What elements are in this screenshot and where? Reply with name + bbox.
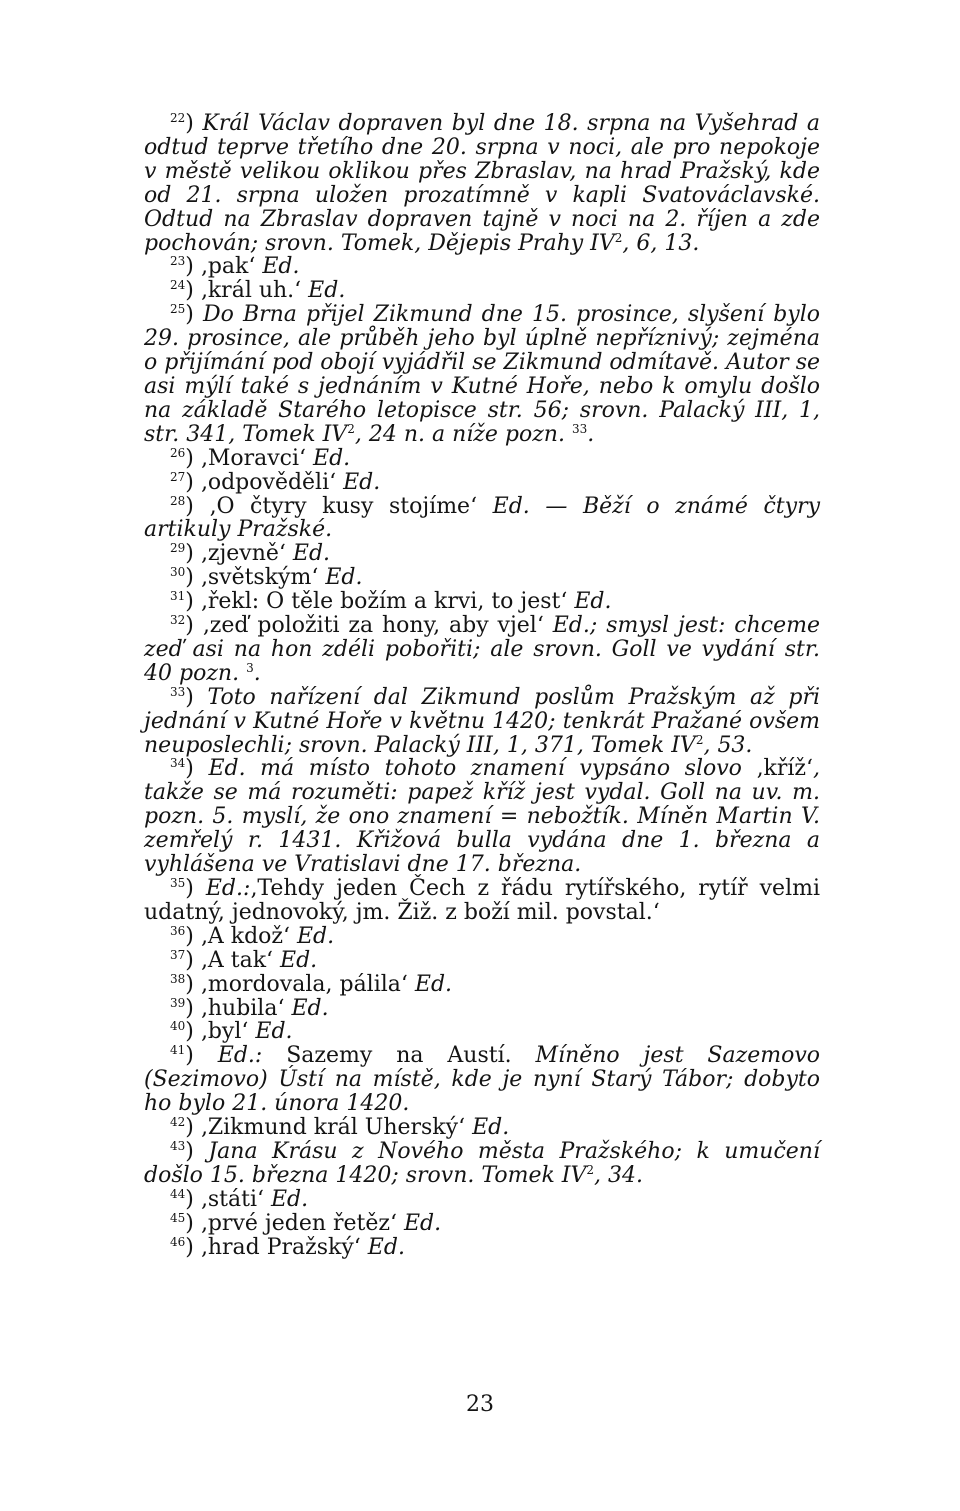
footnote-number: 24: [170, 278, 186, 293]
footnote-25: [144, 303, 820, 446]
italic-text: Ed. — Běží o známé čtyry artikuly Pražské.: [144, 493, 821, 543]
footnote-23: [144, 255, 820, 279]
quoted-text: ‚A kdož‘: [200, 923, 297, 949]
footnote-number: 31: [170, 589, 186, 604]
footnote-22: [144, 112, 820, 255]
quoted-text: ‚Tehdy jeden Čech z řádu rytířského, rytíř velmi udatný, jednovoký, jm. Žiž. z boží mil. povstal.‘: [144, 876, 821, 925]
footnote-number: 27: [170, 469, 186, 484]
quoted-text: ‚pak‘: [200, 254, 263, 280]
quoted-text: ‚mordovala, pálila‘: [200, 971, 415, 997]
footnote-number: 37: [170, 947, 186, 962]
footnote-paren: ): [185, 876, 206, 901]
footnote-paren: ): [185, 1115, 201, 1141]
footnote-number: 46: [170, 1234, 186, 1249]
italic-text: Ed.; smysl jest: chceme zeď asi na hon zdéli pobořiti; ale srovn. Goll ve vydání str. 40 pozn.: [144, 613, 821, 686]
footnotes: [144, 112, 820, 1260]
footnote-paren: ): [185, 445, 201, 471]
quoted-text: ‚A tak‘: [200, 947, 281, 973]
footnote-paren: ): [185, 469, 201, 495]
italic-text: Ed.:: [217, 1043, 287, 1069]
quoted-text: ‚byl‘: [200, 1019, 256, 1045]
footnote-paren: ): [185, 1138, 209, 1164]
footnote-number: 40: [170, 1019, 186, 1034]
italic-text: Ed.: [255, 1019, 293, 1045]
quoted-text: ‚král uh.‘: [200, 278, 309, 304]
footnote-number: 33: [170, 684, 186, 699]
footnote-paren: ): [185, 589, 201, 615]
italic-text: Jana Krásu z Nového města Pražského; k umučení došlo 15. března 1420; srovn. Tomek IV: [144, 1138, 820, 1188]
italic-text: , 34.: [594, 1162, 644, 1188]
footnote-paren: ): [185, 756, 209, 782]
footnote-number: 32: [170, 613, 186, 628]
italic-text: Míněno jest Sazemovo (Sezimovo) Ústí na místě, kde je nyní Starý Tábor; dobyto ho bylo 21. února 1420.: [144, 1043, 821, 1117]
footnote-paren: ): [185, 971, 201, 997]
footnote-39: [144, 997, 820, 1021]
italic-text: Ed.: [308, 278, 346, 304]
superscript: 33: [571, 421, 588, 436]
footnote-44: [144, 1188, 820, 1212]
footnote-paren: ): [185, 493, 210, 519]
footnote-42: [144, 1116, 820, 1140]
quoted-text: ‚zeď položiti za hony, aby vjel‘: [202, 613, 553, 639]
italic-text: Ed.: [574, 589, 612, 615]
footnote-paren: ): [185, 302, 203, 328]
footnote-number: 44: [170, 1186, 186, 1201]
footnote-34: [144, 757, 820, 877]
quoted-text: Sazemy na Austí.: [286, 1043, 536, 1069]
footnote-33: [144, 686, 820, 758]
quoted-text: ‚O čtyry kusy stojíme‘: [209, 493, 493, 519]
footnote-37: [144, 949, 820, 973]
footnote-24: [144, 279, 820, 303]
italic-text: Ed.: [291, 995, 329, 1021]
footnote-number: 42: [170, 1115, 186, 1130]
superscript: 2: [614, 230, 623, 245]
footnote-number: 45: [170, 1210, 186, 1225]
italic-text: Ed.: [313, 445, 351, 471]
footnote-paren: ): [185, 613, 203, 639]
italic-text: Do Brna přijel Zikmund dne 15. prosince, slyšení bylo 29. prosince, ale průběh jeho byl úplně nepříznivý; zejména o přijímání pod obojí vyjádřil se Zikmund odmítavě. Autor se asi mýlí také s jednáním v Kutné Hoře, nebo k omylu došlo na základě Starého letopisce str. 56; srovn. Palacký III, 1, str. 341, Tomek IV: [144, 302, 821, 447]
italic-text: Ed.: [270, 1186, 309, 1212]
footnote-number: 35: [170, 876, 186, 890]
footnote-40: [144, 1020, 820, 1044]
superscript: 2: [347, 421, 355, 436]
footnote-paren: ): [185, 1019, 201, 1045]
quoted-text: ‚zjevně‘: [200, 541, 293, 567]
footnote-paren: ): [185, 1186, 201, 1212]
footnote-number: 39: [170, 995, 186, 1010]
italic-text: Ed.:: [205, 876, 251, 901]
footnote-number: 41: [170, 1043, 186, 1058]
footnote-number: 34: [170, 756, 186, 771]
footnote-number: 36: [170, 923, 186, 938]
footnote-43: [144, 1140, 820, 1188]
italic-text: Ed.: [292, 541, 331, 567]
italic-text: Ed.: [472, 1115, 510, 1141]
footnote-paren: ): [185, 278, 201, 304]
footnote-27: [144, 471, 820, 495]
italic-text: Toto nařízení dal Zikmund poslům Pražským až při jednání v Kutné Hoře v květnu 1420; tenkrát Pražané ovšem neuposlechli; srovn. Palacký III, 1, 371, Tomek IV: [144, 684, 820, 758]
quoted-text: ‚řekl: O těle božím a krvi, to jest‘: [200, 589, 575, 615]
superscript: 2: [586, 1162, 595, 1177]
quoted-text: ‚světským‘: [200, 565, 326, 591]
italic-text: , takže se má rozuměti: papež kříž jest vydal. Goll na uv. m. pozn. 5. myslí, že ono znamení = nebožtík. Míněn Martin V. zemřelý r. 1431. Křižová bulla vydána dne 1. března a vyhlášena ve Vratislavi dne 17. března.: [144, 756, 820, 878]
footnote-paren: ): [185, 541, 201, 567]
quoted-text: ‚Moravci‘: [200, 445, 314, 471]
quoted-text: ‚prvé jeden řetěz‘: [200, 1210, 404, 1236]
footnote-number: 30: [170, 565, 186, 580]
footnote-number: 25: [170, 302, 186, 317]
footnote-paren: ): [185, 1210, 201, 1236]
footnote-number: 22: [170, 111, 186, 125]
superscript: 2: [695, 732, 704, 747]
footnote-30: [144, 566, 820, 590]
quoted-text: ‚odpověděli‘: [200, 469, 344, 495]
italic-text: Ed.: [280, 947, 318, 973]
italic-text: Ed.: [296, 923, 335, 949]
italic-text: .: [253, 660, 261, 686]
footnote-paren: ): [185, 111, 203, 136]
footnote-35: [144, 877, 820, 925]
footnote-number: 23: [170, 254, 186, 269]
quoted-text: ‚státi‘: [200, 1186, 271, 1212]
italic-text: , 6, 13.: [622, 230, 700, 256]
footnote-45: [144, 1212, 820, 1236]
quoted-text: ‚kříž‘: [756, 756, 813, 782]
footnote-32: [144, 614, 820, 686]
italic-text: Ed.: [403, 1210, 442, 1236]
italic-text: Ed.: [262, 254, 300, 280]
footnote-paren: ): [185, 995, 201, 1021]
footnote-paren: ): [185, 947, 201, 973]
italic-text: Král Václav dopraven byl dne 18. srpna na Vyšehrad a odtud teprve třetího dne 20. srpna v noci, ale pro nepokoje v městě velikou oklikou přes Zbraslav, na hrad Pražský, kde od 21. srpna uložen prozatímně v kapli Svatováclavské. Odtud na Zbraslav dopraven tajně v noci na 2. říjen a zde pochován; srovn. Tomek, Dějepis Prahy IV: [144, 111, 821, 256]
quoted-text: ‚Zikmund král Uherský‘: [200, 1115, 473, 1141]
footnote-number: 43: [170, 1138, 186, 1153]
quoted-text: ‚hubila‘: [200, 995, 292, 1021]
footnote-paren: ): [185, 684, 208, 710]
footnote-41: [144, 1044, 820, 1116]
italic-text: , 53.: [703, 732, 753, 758]
footnote-26: [144, 447, 820, 471]
footnote-36: [144, 925, 820, 949]
footnote-46: [144, 1236, 820, 1260]
footnote-number: 29: [170, 541, 186, 556]
italic-text: Ed.: [325, 565, 363, 591]
page-number: 23: [466, 1392, 494, 1417]
italic-text: Ed.: [414, 971, 453, 997]
footnote-paren: ): [185, 923, 201, 949]
footnote-31: [144, 590, 820, 614]
footnote-paren: ): [185, 1043, 218, 1069]
footnote-number: 28: [170, 493, 186, 508]
footnote-paren: ): [185, 565, 201, 591]
footnote-paren: ): [185, 1234, 201, 1260]
footnote-number: 26: [170, 445, 186, 460]
footnote-38: [144, 973, 820, 997]
footnote-28: [144, 495, 820, 543]
italic-text: Ed. má místo tohoto znamení vypsáno slovo: [208, 756, 757, 782]
footnote-number: 38: [170, 971, 186, 986]
footnote-29: [144, 542, 820, 566]
footnote-paren: ): [185, 254, 201, 280]
italic-text: Ed.: [343, 469, 381, 495]
quoted-text: ‚hrad Pražský‘: [200, 1234, 368, 1260]
superscript: 3: [246, 660, 254, 675]
italic-text: .: [587, 421, 595, 447]
italic-text: Ed.: [367, 1234, 405, 1260]
italic-text: , 24 n. a níže pozn.: [354, 421, 572, 447]
